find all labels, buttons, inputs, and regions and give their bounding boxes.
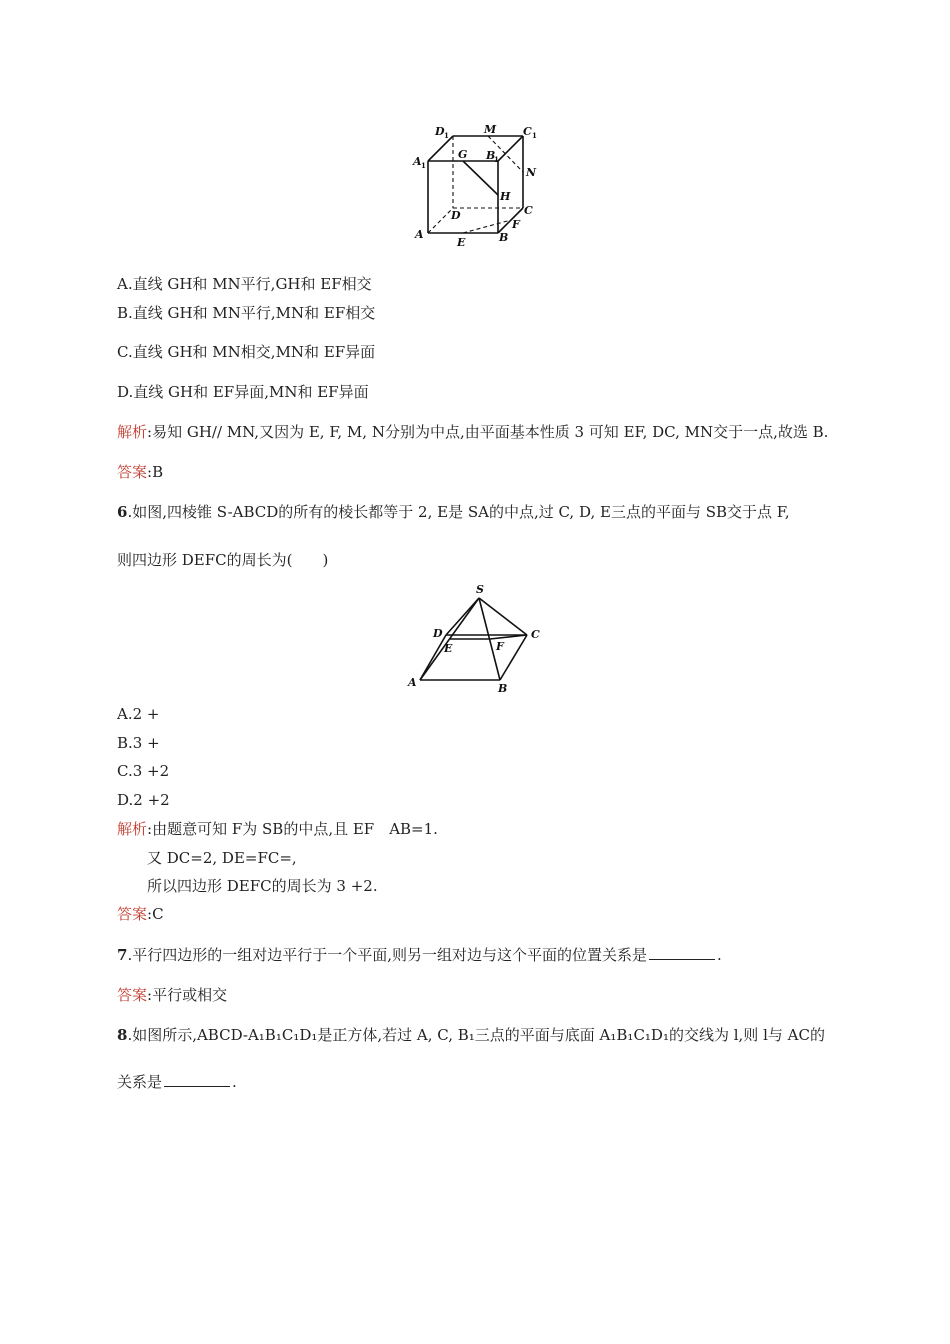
q8-stem-line2 [117, 1072, 237, 1092]
label-g: G [458, 148, 468, 161]
analysis-line: :由题意可知 F为 SB的中点,且 EF AB=1. [147, 820, 438, 838]
label-c1-sub: 1 [532, 131, 537, 140]
q8-text-2: 关系是 [117, 1073, 163, 1091]
label-f: F [496, 640, 504, 653]
analysis-text: :易知 GH// MN,又因为 E, F, M, N分别为中点,由平面基本性质 3 可知 EF, DC, MN交于一点,故选 B. [147, 423, 829, 441]
q8-end: . [232, 1073, 237, 1091]
answer-blank[interactable] [164, 1072, 230, 1087]
q7-text: .平行四边形的一组对边平行于一个平面,则另一组对边与这个平面的位置关系是 [127, 946, 647, 964]
label-c: C [524, 204, 533, 217]
answer-text: :C [147, 905, 164, 923]
q6-option-c: C.3 +2 [117, 762, 170, 780]
q7-end: . [716, 946, 722, 964]
answer-text: :平行或相交 [147, 986, 228, 1004]
q6-stem-line1 [117, 502, 790, 522]
label-f: F [512, 218, 520, 231]
label-b1-sub: 1 [494, 155, 499, 164]
label-h: H [500, 190, 511, 203]
question-number: 7 [117, 946, 128, 964]
cube-figure [405, 118, 555, 253]
q8-stem-line1 [117, 1025, 825, 1045]
label-a1-sub: 1 [421, 161, 426, 170]
label-n: N [526, 166, 537, 179]
label-d1: D [435, 125, 445, 138]
q6-option-b: B.3 + [117, 734, 160, 752]
q6-answer [117, 904, 164, 924]
label-c: C [531, 628, 540, 641]
q8-text: .如图所示,ABCD-A₁B₁C₁D₁是正方体,若过 A, C, B₁三点的平面与底面 A₁B₁C₁D₁的交线为 l,则 l与 AC的 [127, 1026, 825, 1044]
answer-label: 答案 [117, 905, 148, 923]
analysis-label: 解析 [117, 820, 148, 838]
label-d: D [433, 627, 443, 640]
pyramid-figure [400, 580, 550, 698]
label-a1: A [413, 155, 422, 168]
q6-analysis [117, 819, 438, 839]
q5-option-d: D.直线 GH和 EF异面,MN和 EF异面 [117, 383, 369, 401]
q5-option-b: B.直线 GH和 MN平行,MN和 EF相交 [117, 304, 376, 322]
q5-analysis [117, 422, 828, 442]
label-a: A [408, 676, 417, 689]
label-a: A [415, 228, 424, 241]
label-b: B [499, 231, 509, 244]
q6-analysis-line2: 又 DC=2, DE=FC=, [147, 849, 297, 867]
label-d: D [451, 209, 461, 222]
label-d1-sub: 1 [444, 131, 449, 140]
q6-stem-line2: 则四边形 DEFC的周长为( ) [117, 551, 329, 569]
label-e: E [457, 236, 466, 249]
label-c1: C [523, 125, 532, 138]
answer-text: :B [147, 463, 164, 481]
q7-answer [117, 985, 227, 1005]
q5-answer [117, 462, 163, 482]
q5-option-c: C.直线 GH和 MN相交,MN和 EF异面 [117, 343, 376, 361]
question-number: 8 [117, 1026, 128, 1044]
label-m: M [484, 123, 497, 136]
answer-label: 答案 [117, 986, 148, 1004]
question-number: 6 [117, 503, 128, 521]
q6-analysis-line3: 所以四边形 DEFC的周长为 3 +2. [147, 877, 378, 895]
label-b1: B [486, 149, 496, 162]
label-s: S [476, 583, 484, 596]
q6-option-a: A.2 + [117, 705, 160, 723]
q6-option-d: D.2 +2 [117, 791, 170, 809]
answer-label: 答案 [117, 463, 148, 481]
q7-stem [117, 945, 722, 965]
q6-text: .如图,四棱锥 S-ABCD的所有的棱长都等于 2, E是 SA的中点,过 C, D, E三点的平面与 SB交于点 F, [127, 503, 790, 521]
label-b: B [498, 682, 508, 695]
analysis-label: 解析 [117, 423, 148, 441]
label-e: E [444, 642, 453, 655]
q5-option-a: A.直线 GH和 MN平行,GH和 EF相交 [117, 275, 372, 293]
answer-blank[interactable] [649, 945, 715, 960]
